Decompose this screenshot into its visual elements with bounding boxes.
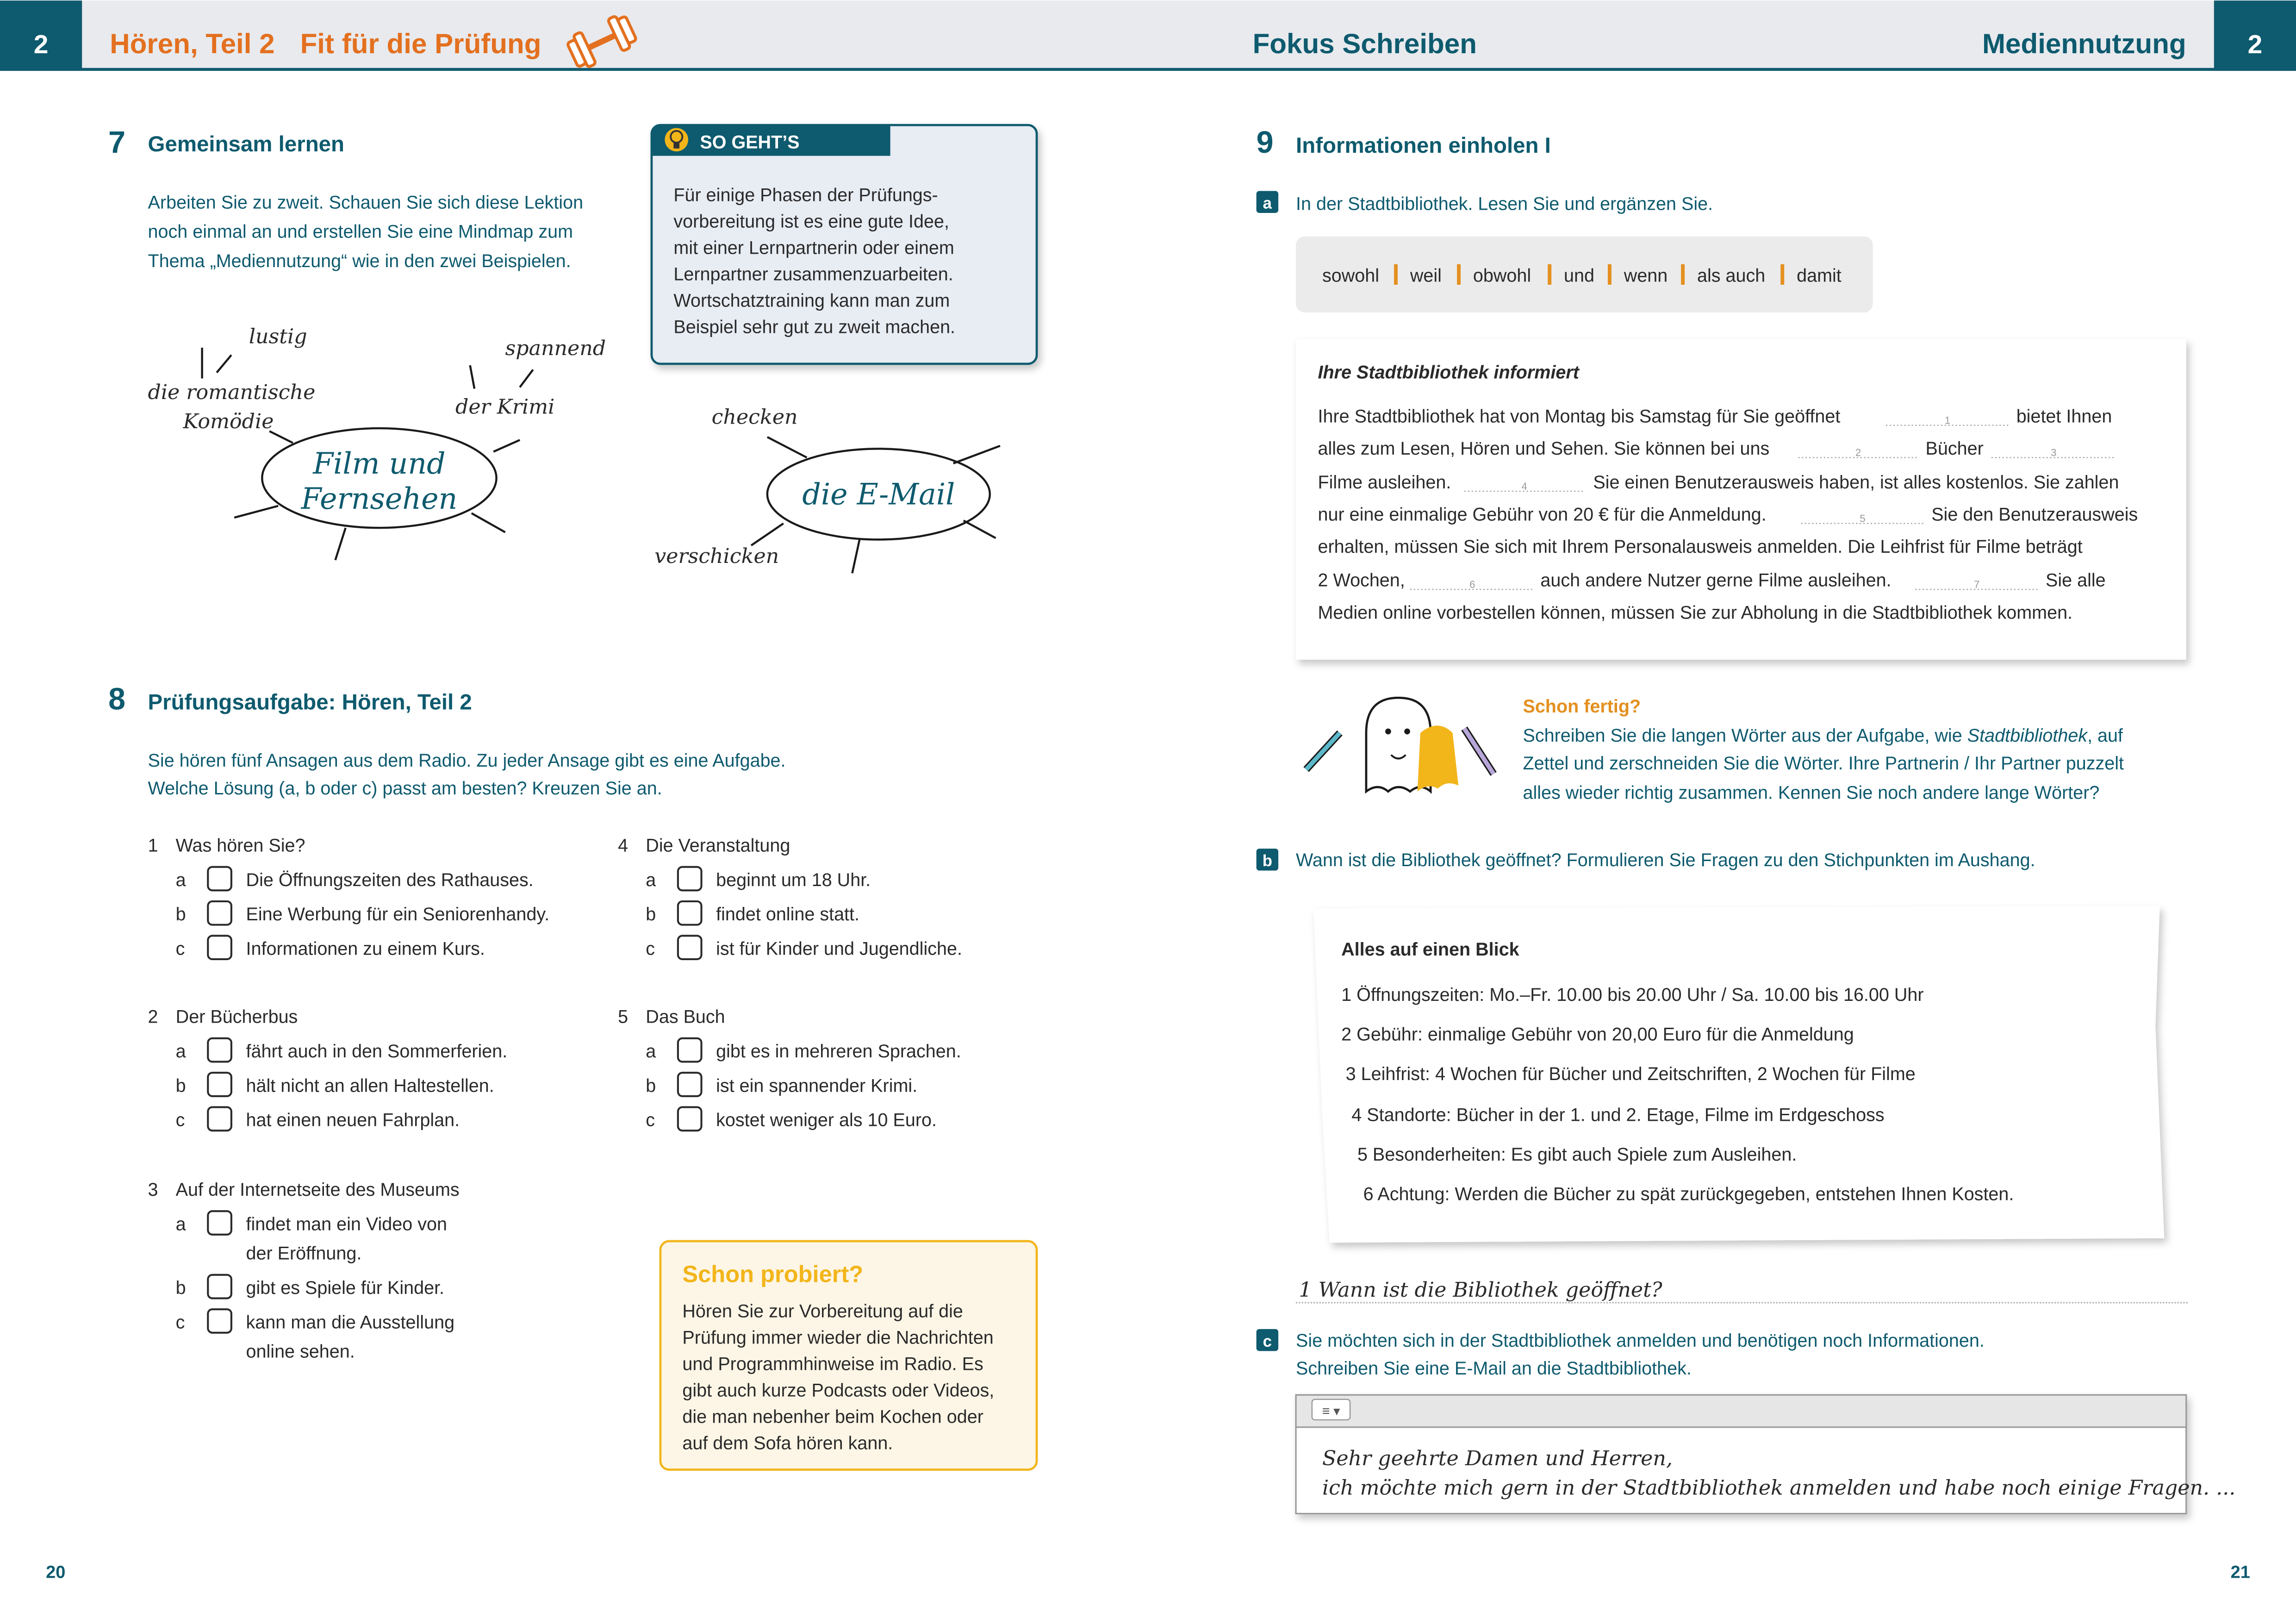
email-line: ich möchte mich gern in der Stadtbibliothek anmelden und habe noch einige Fragen. ... [1322, 1476, 2236, 1500]
item-number: 2 [148, 1006, 158, 1027]
option-letter: c [175, 1312, 185, 1333]
exercise-number: 9 [1256, 125, 1274, 160]
tip-title: Schon probiert? [682, 1261, 864, 1287]
option-letter: a [175, 1041, 186, 1062]
part-letter: c [1263, 1332, 1272, 1350]
notice-text: Sie alle [2045, 570, 2106, 591]
notice-text: Filme ausleihen. [1318, 472, 1451, 493]
part-instruction: In der Stadtbibliothek. Lesen Sie und ergänzen Sie. [1296, 194, 1713, 214]
notice-text: bietet Ihnen [2016, 406, 2112, 427]
option-letter: c [175, 1110, 185, 1131]
tip-line: die man nebenher beim Kochen oder [682, 1406, 983, 1427]
option-letter: b [175, 904, 186, 925]
tip-line: Beispiel sehr gut zu zweit machen. [673, 317, 956, 337]
left-section-subtitle: Fit für die Prüfung [300, 28, 541, 60]
notice-title: Ihre Stadtbibliothek informiert [1318, 362, 1579, 383]
option-text: ist für Kinder und Jugendliche. [716, 938, 962, 959]
option-text: kann man die Ausstellung [246, 1312, 455, 1333]
instruction-line: Thema „Mediennutzung“ wie in den zwei Beispielen. [148, 251, 571, 272]
notice-text: Ihre Stadtbibliothek hat von Montag bis Samstag für Sie geöffnet [1318, 406, 1841, 427]
word-separator [1548, 264, 1551, 285]
item-stem: Die Veranstaltung [646, 835, 790, 856]
page-number-right: 21 [2230, 1562, 2250, 1582]
gap-number: 6 [1469, 578, 1475, 590]
notice-text: nur eine einmalige Gebühr von 20 € für die Anmeldung. [1318, 504, 1767, 525]
option-letter: b [175, 1277, 186, 1298]
mindmap-center-word: Fernsehen [301, 481, 458, 516]
notice-text: erhalten, müssen Sie sich mit Ihrem Personalausweis anmelden. Die Leihfrist für Filme beträgt [1318, 536, 2083, 557]
exercise-title: Gemeinsam lernen [148, 132, 345, 157]
option-text: der Eröffnung. [246, 1243, 362, 1264]
fertig-line: alles wieder richtig zusammen. Kennen Sie noch andere lange Wörter? [1523, 782, 2100, 803]
mindmap-word: Komödie [183, 410, 274, 434]
gap-number: 7 [1974, 578, 1980, 590]
example-answer: 1 Wann ist die Bibliothek geöffnet? [1299, 1278, 1662, 1302]
answer-checkbox[interactable] [678, 936, 702, 959]
item-stem: Auf der Internetseite des Museums [175, 1179, 460, 1200]
notice-text: Medien online vorbestellen können, müssen Sie zur Abholung in die Stadtbibliothek kommen. [1318, 602, 2073, 623]
tip-line: vorbereitung ist es eine gute Idee, [673, 211, 949, 232]
item-number: 4 [618, 835, 628, 856]
item-stem: Was hören Sie? [175, 835, 305, 856]
word-option: und [1564, 265, 1595, 286]
right-section-title: Mediennutzung [1982, 28, 2186, 60]
answer-checkbox[interactable] [208, 1275, 231, 1299]
tip-line: Hören Sie zur Vorbereitung auf die [682, 1301, 963, 1322]
tip-line: und Programmhinweise im Radio. Es [682, 1354, 983, 1374]
center-section-title: Fokus Schreiben [1252, 28, 1477, 60]
option-letter: c [175, 938, 185, 959]
option-text: online sehen. [246, 1341, 355, 1362]
word-option: obwohl [1473, 265, 1531, 286]
option-letter: a [646, 869, 656, 890]
option-letter: c [646, 938, 655, 959]
header [0, 0, 2296, 71]
word-separator [1780, 264, 1784, 285]
word-separator [1457, 264, 1461, 285]
instruction-line: Welche Lösung (a, b oder c) passt am besten? Kreuzen Sie an. [148, 778, 662, 799]
note-title: Alles auf einen Blick [1341, 939, 1519, 960]
exercise-title: Informationen einholen I [1296, 133, 1551, 158]
library-notice [1296, 339, 2186, 660]
option-text: fährt auch in den Sommerferien. [246, 1041, 508, 1062]
left-chapter-number: 2 [33, 30, 49, 60]
schon-fertig [1306, 696, 2124, 803]
answer-checkbox[interactable] [208, 936, 231, 959]
tip-line: Für einige Phasen der Prüfungs- [673, 185, 938, 206]
tip-box-so-gehts [652, 125, 1037, 364]
word-option: weil [1410, 265, 1442, 286]
item-number: 3 [148, 1179, 158, 1200]
exercise-number: 7 [108, 125, 126, 160]
fertig-title: Schon fertig? [1523, 696, 1641, 717]
word-box [1296, 237, 1873, 313]
right-chapter-number: 2 [2247, 30, 2263, 60]
note-item: 6 Achtung: Werden die Bücher zu spät zurückgegeben, entstehen Ihnen Kosten. [1363, 1184, 2014, 1205]
gap-number: 2 [1855, 447, 1861, 459]
word-separator [1394, 264, 1398, 285]
option-text: beginnt um 18 Uhr. [716, 869, 871, 890]
notice-text: 2 Wochen, [1318, 570, 1405, 591]
option-letter: b [646, 904, 656, 925]
answer-checkbox[interactable] [208, 1073, 231, 1096]
option-letter: a [175, 869, 186, 890]
notice-text: alles zum Lesen, Hören und Sehen. Sie können bei uns [1318, 438, 1770, 459]
word-option: wenn [1624, 265, 1668, 286]
part-letter: a [1263, 194, 1272, 212]
mindmap-center-word: die E-Mail [802, 477, 955, 512]
option-text: hat einen neuen Fahrplan. [246, 1110, 460, 1131]
tip-line: auf dem Sofa hören kann. [682, 1433, 893, 1454]
part-instruction: Sie möchten sich in der Stadtbibliothek anmelden und benötigen noch Informationen. [1296, 1330, 1985, 1351]
mindmap-word: spannend [505, 336, 606, 360]
option-letter: a [646, 1041, 656, 1062]
word-option: damit [1797, 265, 1842, 286]
option-letter: b [175, 1075, 186, 1096]
answer-checkbox[interactable] [678, 1038, 702, 1062]
option-text: gibt es in mehreren Sprachen. [716, 1041, 961, 1062]
gap-number: 3 [2051, 447, 2057, 459]
note-item: 2 Gebühr: einmalige Gebühr von 20,00 Euro für die Anmeldung [1341, 1024, 1854, 1045]
mindmap-word: verschicken [654, 544, 779, 568]
tip-line: Prüfung immer wieder die Nachrichten [682, 1327, 994, 1348]
note-item: 3 Leihfrist: 4 Wochen für Bücher und Zeitschriften, 2 Wochen für Filme [1345, 1063, 1916, 1084]
exercise-title: Prüfungsaufgabe: Hören, Teil 2 [148, 690, 472, 715]
exercise-8 [108, 682, 1037, 1470]
mindmap-word: checken [711, 405, 798, 429]
tip-label: SO GEHT’S [700, 132, 800, 153]
option-text: Informationen zu einem Kurs. [246, 938, 485, 959]
answer-checkbox[interactable] [678, 867, 702, 891]
word-separator [1681, 264, 1685, 285]
instruction-line: noch einmal an und erstellen Sie eine Mindmap zum [148, 221, 573, 242]
option-letter: c [646, 1110, 655, 1131]
tip-line: gibt auch kurze Podcasts oder Videos, [682, 1380, 995, 1401]
note-item: 4 Standorte: Bücher in der 1. und 2. Etage, Filme im Erdgeschoss [1351, 1105, 1885, 1125]
exercise-9 [1257, 125, 2236, 1513]
word-option: sowohl [1322, 265, 1380, 286]
option-text: Eine Werbung für ein Seniorenhandy. [246, 904, 550, 925]
mindmap-center-word: Film und [313, 446, 446, 481]
exercise-number: 8 [108, 682, 126, 717]
item-number: 1 [148, 835, 158, 856]
info-note [1313, 906, 2164, 1243]
option-letter: a [175, 1214, 186, 1235]
item-stem: Der Bücherbus [175, 1006, 298, 1027]
answer-checkbox[interactable] [678, 901, 702, 925]
email-line: Sehr geehrte Damen und Herren, [1322, 1447, 1673, 1471]
answer-checkbox[interactable] [678, 1107, 702, 1131]
part-instruction: Wann ist die Bibliothek geöffnet? Formulieren Sie Fragen zu den Stichpunkten im Aushang. [1296, 850, 2035, 871]
part-letter: b [1262, 852, 1272, 870]
mindmap-word: die romantische [148, 380, 316, 404]
gap-number: 5 [1860, 512, 1866, 525]
item-number: 5 [618, 1006, 628, 1027]
page-number-left: 20 [46, 1562, 66, 1582]
option-text: kostet weniger als 10 Euro. [716, 1110, 937, 1131]
tip-line: Wortschatztraining kann man zum [673, 290, 950, 311]
note-item: 5 Besonderheiten: Es gibt auch Spiele zum Ausleihen. [1357, 1144, 1797, 1165]
option-text: findet man ein Video von [246, 1214, 447, 1235]
ghost-character-icon [1306, 698, 1493, 791]
word-separator [1608, 264, 1612, 285]
option-text: hält nicht an allen Haltestellen. [246, 1075, 494, 1096]
notice-text: auch andere Nutzer gerne Filme ausleihen. [1540, 570, 1892, 591]
answer-checkbox[interactable] [208, 1038, 231, 1062]
part-instruction: Schreiben Sie eine E-Mail an die Stadtbibliothek. [1296, 1358, 1692, 1379]
note-item: 1 Öffnungszeiten: Mo.–Fr. 10.00 bis 20.00 Uhr / Sa. 10.00 bis 16.00 Uhr [1341, 985, 1924, 1006]
item-stem: Das Buch [646, 1006, 725, 1027]
option-text: findet online statt. [716, 904, 860, 925]
left-section-title: Hören, Teil 2 [110, 28, 275, 60]
exercise-7 [108, 125, 1037, 573]
format-menu-icon: ≡ ▾ [1322, 1404, 1340, 1419]
mindmap-word: lustig [249, 325, 307, 349]
answer-checkbox[interactable] [208, 901, 231, 925]
fertig-line: Schreiben Sie die langen Wörter aus der Aufgabe, wie Stadtbibliothek, auf [1523, 725, 2123, 746]
gap-number: 1 [1944, 414, 1951, 426]
notice-text: Sie den Benutzerausweis [1931, 504, 2138, 525]
option-text: ist ein spannender Krimi. [716, 1075, 918, 1096]
instruction-line: Sie hören fünf Ansagen aus dem Radio. Zu jeder Ansage gibt es eine Aufgabe. [148, 750, 786, 771]
instruction-line: Arbeiten Sie zu zweit. Schauen Sie sich diese Lektion [148, 192, 584, 213]
mindmap-word: der Krimi [455, 395, 555, 419]
gap-number: 4 [1521, 480, 1527, 492]
tip-box-schon-probiert [660, 1241, 1037, 1470]
answer-checkbox[interactable] [208, 1309, 231, 1333]
tip-line: mit einer Lernpartnerin oder einem [673, 237, 954, 258]
answer-checkbox[interactable] [678, 1073, 702, 1096]
notice-text: Sie einen Benutzerausweis haben, ist alles kostenlos. Sie zahlen [1593, 472, 2119, 493]
email-format-menu[interactable] [1312, 1399, 1350, 1420]
option-text: Die Öffnungszeiten des Rathauses. [246, 869, 534, 890]
email-window[interactable] [1296, 1395, 2235, 1513]
word-option: als auch [1697, 265, 1766, 286]
answer-checkbox[interactable] [208, 1211, 231, 1235]
lightbulb-icon [665, 128, 688, 151]
notice-text: Bücher [1925, 438, 1984, 459]
option-text: gibt es Spiele für Kinder. [246, 1277, 445, 1298]
tip-line: Lernpartner zusammenzuarbeiten. [673, 264, 953, 285]
fertig-line: Zettel und zerschneiden Sie die Wörter. Ihre Partnerin / Ihr Partner puzzelt [1523, 753, 2124, 774]
answer-checkbox[interactable] [208, 867, 231, 891]
answer-checkbox[interactable] [208, 1107, 231, 1131]
option-letter: b [646, 1075, 656, 1096]
